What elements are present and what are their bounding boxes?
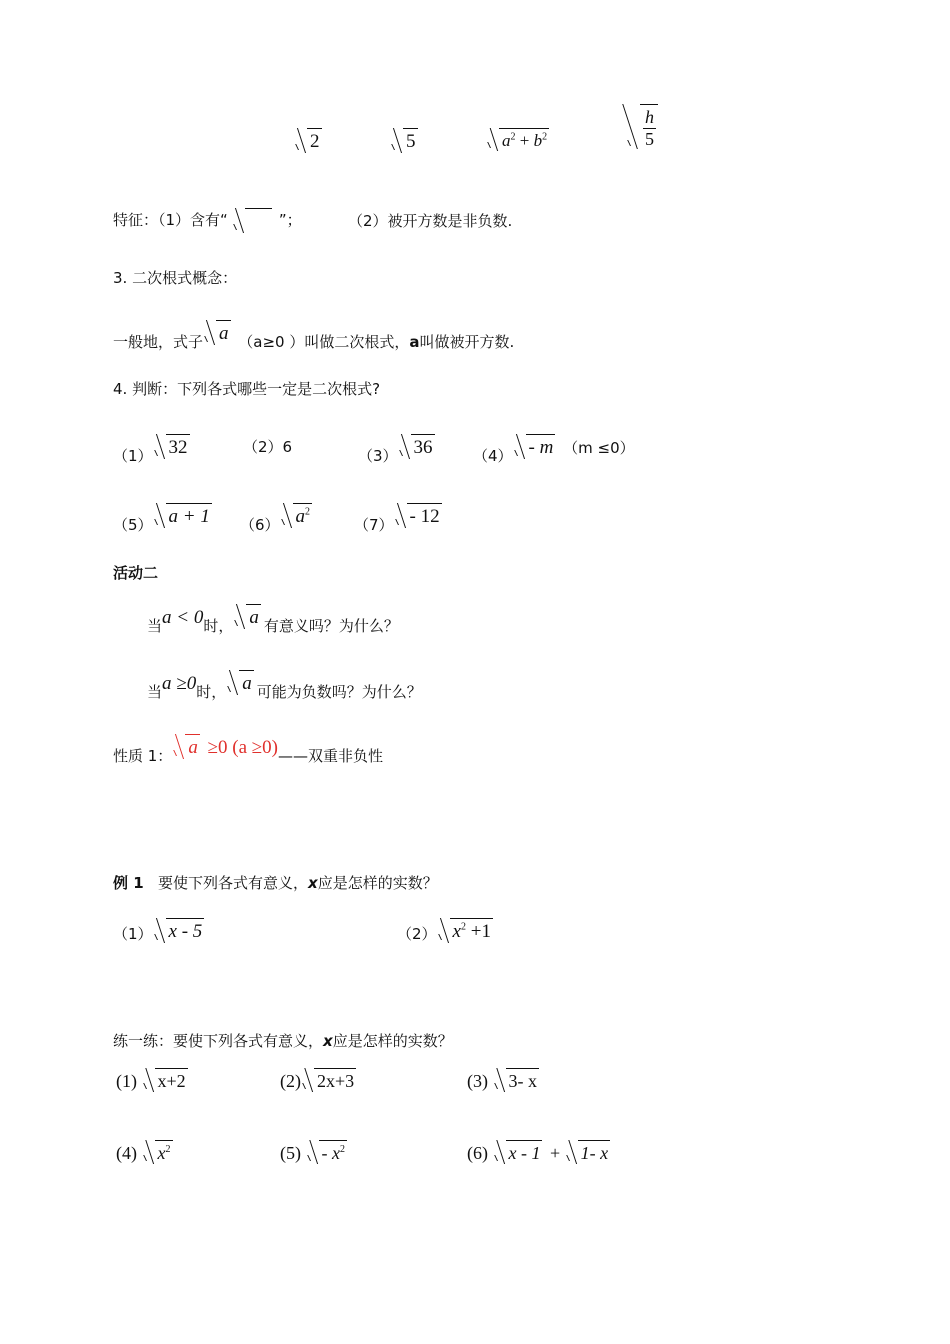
radicand: x+2: [155, 1068, 188, 1092]
item-label: (2): [280, 1071, 301, 1091]
practice-item-2: [280, 1068, 359, 1092]
activity2-question-2: [147, 670, 422, 702]
radicand: 2: [307, 128, 322, 153]
practice-item-5: [280, 1140, 350, 1164]
item-label: (1): [116, 1071, 137, 1091]
q-tail: 可能为负数吗？为什么？: [256, 683, 422, 701]
radicand: - m: [526, 434, 556, 459]
judge-item-6: [240, 503, 315, 535]
example1-item-1: [113, 918, 207, 944]
definition-tail: 叫做被开方数.: [419, 333, 515, 351]
practice-item-1: [116, 1068, 191, 1092]
features-line: [113, 208, 302, 233]
radicand-tail: +1: [465, 921, 491, 942]
section4-title: 4. 判断：下列各式哪些一定是二次根式?: [113, 380, 381, 398]
sqrt-expr: [394, 503, 445, 528]
features-prefix: 特征：（1）含有“: [113, 211, 228, 229]
q-mid: 时，: [203, 617, 234, 635]
judge-item-7: [354, 503, 445, 535]
exp: 2: [460, 921, 466, 933]
section3-title: 3. 二次根式概念：: [113, 269, 238, 287]
item-label: （4）: [473, 447, 513, 465]
definition-prefix: 一般地，式子: [113, 333, 204, 351]
var-a: a: [409, 333, 420, 351]
item-label: （7）: [354, 516, 394, 534]
sqrt-a: [233, 604, 264, 629]
radicand: - x: [321, 1143, 340, 1163]
item-label: (6): [467, 1143, 488, 1163]
practice-prefix: 练一练：要使下列各式有意义，: [113, 1032, 324, 1050]
features-item2: （2）被开方数是非负数.: [348, 212, 513, 230]
sqrt-expr: [153, 918, 208, 943]
radicand: x: [157, 1143, 166, 1163]
item-label: （5）: [113, 516, 153, 534]
radicand: 1- x: [578, 1140, 610, 1164]
radicand: a: [185, 734, 200, 759]
judge-item-1: [113, 434, 193, 466]
sqrt-expr: [153, 434, 193, 459]
features-suffix: ”；: [278, 211, 302, 229]
practice-item-6: [467, 1140, 613, 1164]
var-x: x: [323, 1032, 333, 1050]
example-sqrt-2: [294, 128, 325, 153]
property-1: [113, 734, 383, 766]
activity2-question-1: [147, 604, 399, 636]
practice-title: [113, 1030, 453, 1051]
example-sqrt-h-over-5: [626, 104, 661, 149]
q-mid: 时，: [196, 683, 227, 701]
radicand: x - 1: [506, 1140, 543, 1164]
item-label: (3): [467, 1071, 488, 1091]
example-sqrt-5: [390, 128, 421, 153]
example1-prompt: [113, 872, 438, 893]
q-tail: 有意义吗？为什么？: [263, 617, 399, 635]
item-condition: （m ≤0）: [563, 439, 635, 457]
judge-item-5: [113, 503, 215, 535]
judge-item-3: [358, 434, 438, 466]
property-tail: ——双重非负性: [278, 747, 384, 765]
radical-symbol: [232, 208, 275, 233]
radicand: a: [295, 506, 306, 527]
item-label: (5): [280, 1143, 301, 1163]
example-sqrt-a2-b2: [486, 128, 552, 151]
q-condition: a < 0: [162, 607, 204, 628]
q-prefix: 当: [147, 617, 163, 635]
item-label: （2）: [397, 925, 437, 943]
item-label: （6）: [240, 516, 280, 534]
definition-condition: （a≥0 ）叫做二次根式，: [238, 333, 410, 351]
var-b: b: [533, 131, 543, 150]
plus: +: [545, 1143, 565, 1163]
item-label: （1）: [113, 447, 153, 465]
sqrt-expr: [280, 503, 316, 528]
judge-item-4: [473, 434, 635, 466]
practice-item-3: [467, 1068, 542, 1092]
exp: 2: [305, 506, 311, 518]
exp: 2: [542, 131, 548, 143]
exp: 2: [510, 131, 516, 143]
sqrt-expr: [437, 918, 496, 943]
exp: 2: [339, 1144, 345, 1155]
radicand: a + 1: [166, 503, 212, 528]
denominator: 5: [645, 128, 654, 149]
example-text: 要使下列各式有意义，: [157, 874, 308, 892]
q-condition: a ≥0: [162, 673, 197, 694]
radicand: a: [216, 320, 231, 345]
radicand: a: [239, 670, 254, 695]
property-formula: [172, 734, 278, 759]
exp: 2: [165, 1144, 171, 1155]
radicand: 32: [166, 434, 190, 459]
sqrt-expr: [153, 503, 215, 528]
practice-tail: 应是怎样的实数？: [332, 1032, 453, 1050]
radicand: a: [246, 604, 261, 629]
section3-definition: [113, 320, 514, 352]
radicand: 5: [403, 128, 418, 153]
var-a: a: [502, 131, 511, 150]
property-inequality: ≥0 (a ≥0): [202, 737, 279, 758]
var-x: x: [308, 874, 318, 892]
plus: +: [515, 131, 534, 150]
sqrt-a: [203, 320, 234, 345]
item-label: (4): [116, 1143, 137, 1163]
sqrt-a: [226, 670, 257, 695]
judge-item-2: （2）6: [243, 438, 293, 456]
property-label: 性质 1：: [113, 747, 173, 765]
item-label: （3）: [358, 447, 398, 465]
radicand: 2x+3: [314, 1068, 356, 1092]
radicand: - 12: [407, 503, 442, 528]
example1-item-2: [397, 918, 496, 944]
radicand: 36: [411, 434, 435, 459]
numerator: h: [645, 107, 654, 127]
activity2-title: 活动二: [113, 564, 159, 582]
example-label: 例 1: [113, 874, 144, 892]
radicand: x - 5: [166, 918, 205, 943]
sqrt-expr: [513, 434, 559, 459]
practice-item-4: [116, 1140, 176, 1164]
q-prefix: 当: [147, 683, 163, 701]
radicand: 3- x: [506, 1068, 540, 1092]
item-label: （1）: [113, 925, 153, 943]
radicand: x: [452, 921, 461, 942]
sqrt-expr: [398, 434, 438, 459]
example-tail: 应是怎样的实数？: [317, 874, 438, 892]
